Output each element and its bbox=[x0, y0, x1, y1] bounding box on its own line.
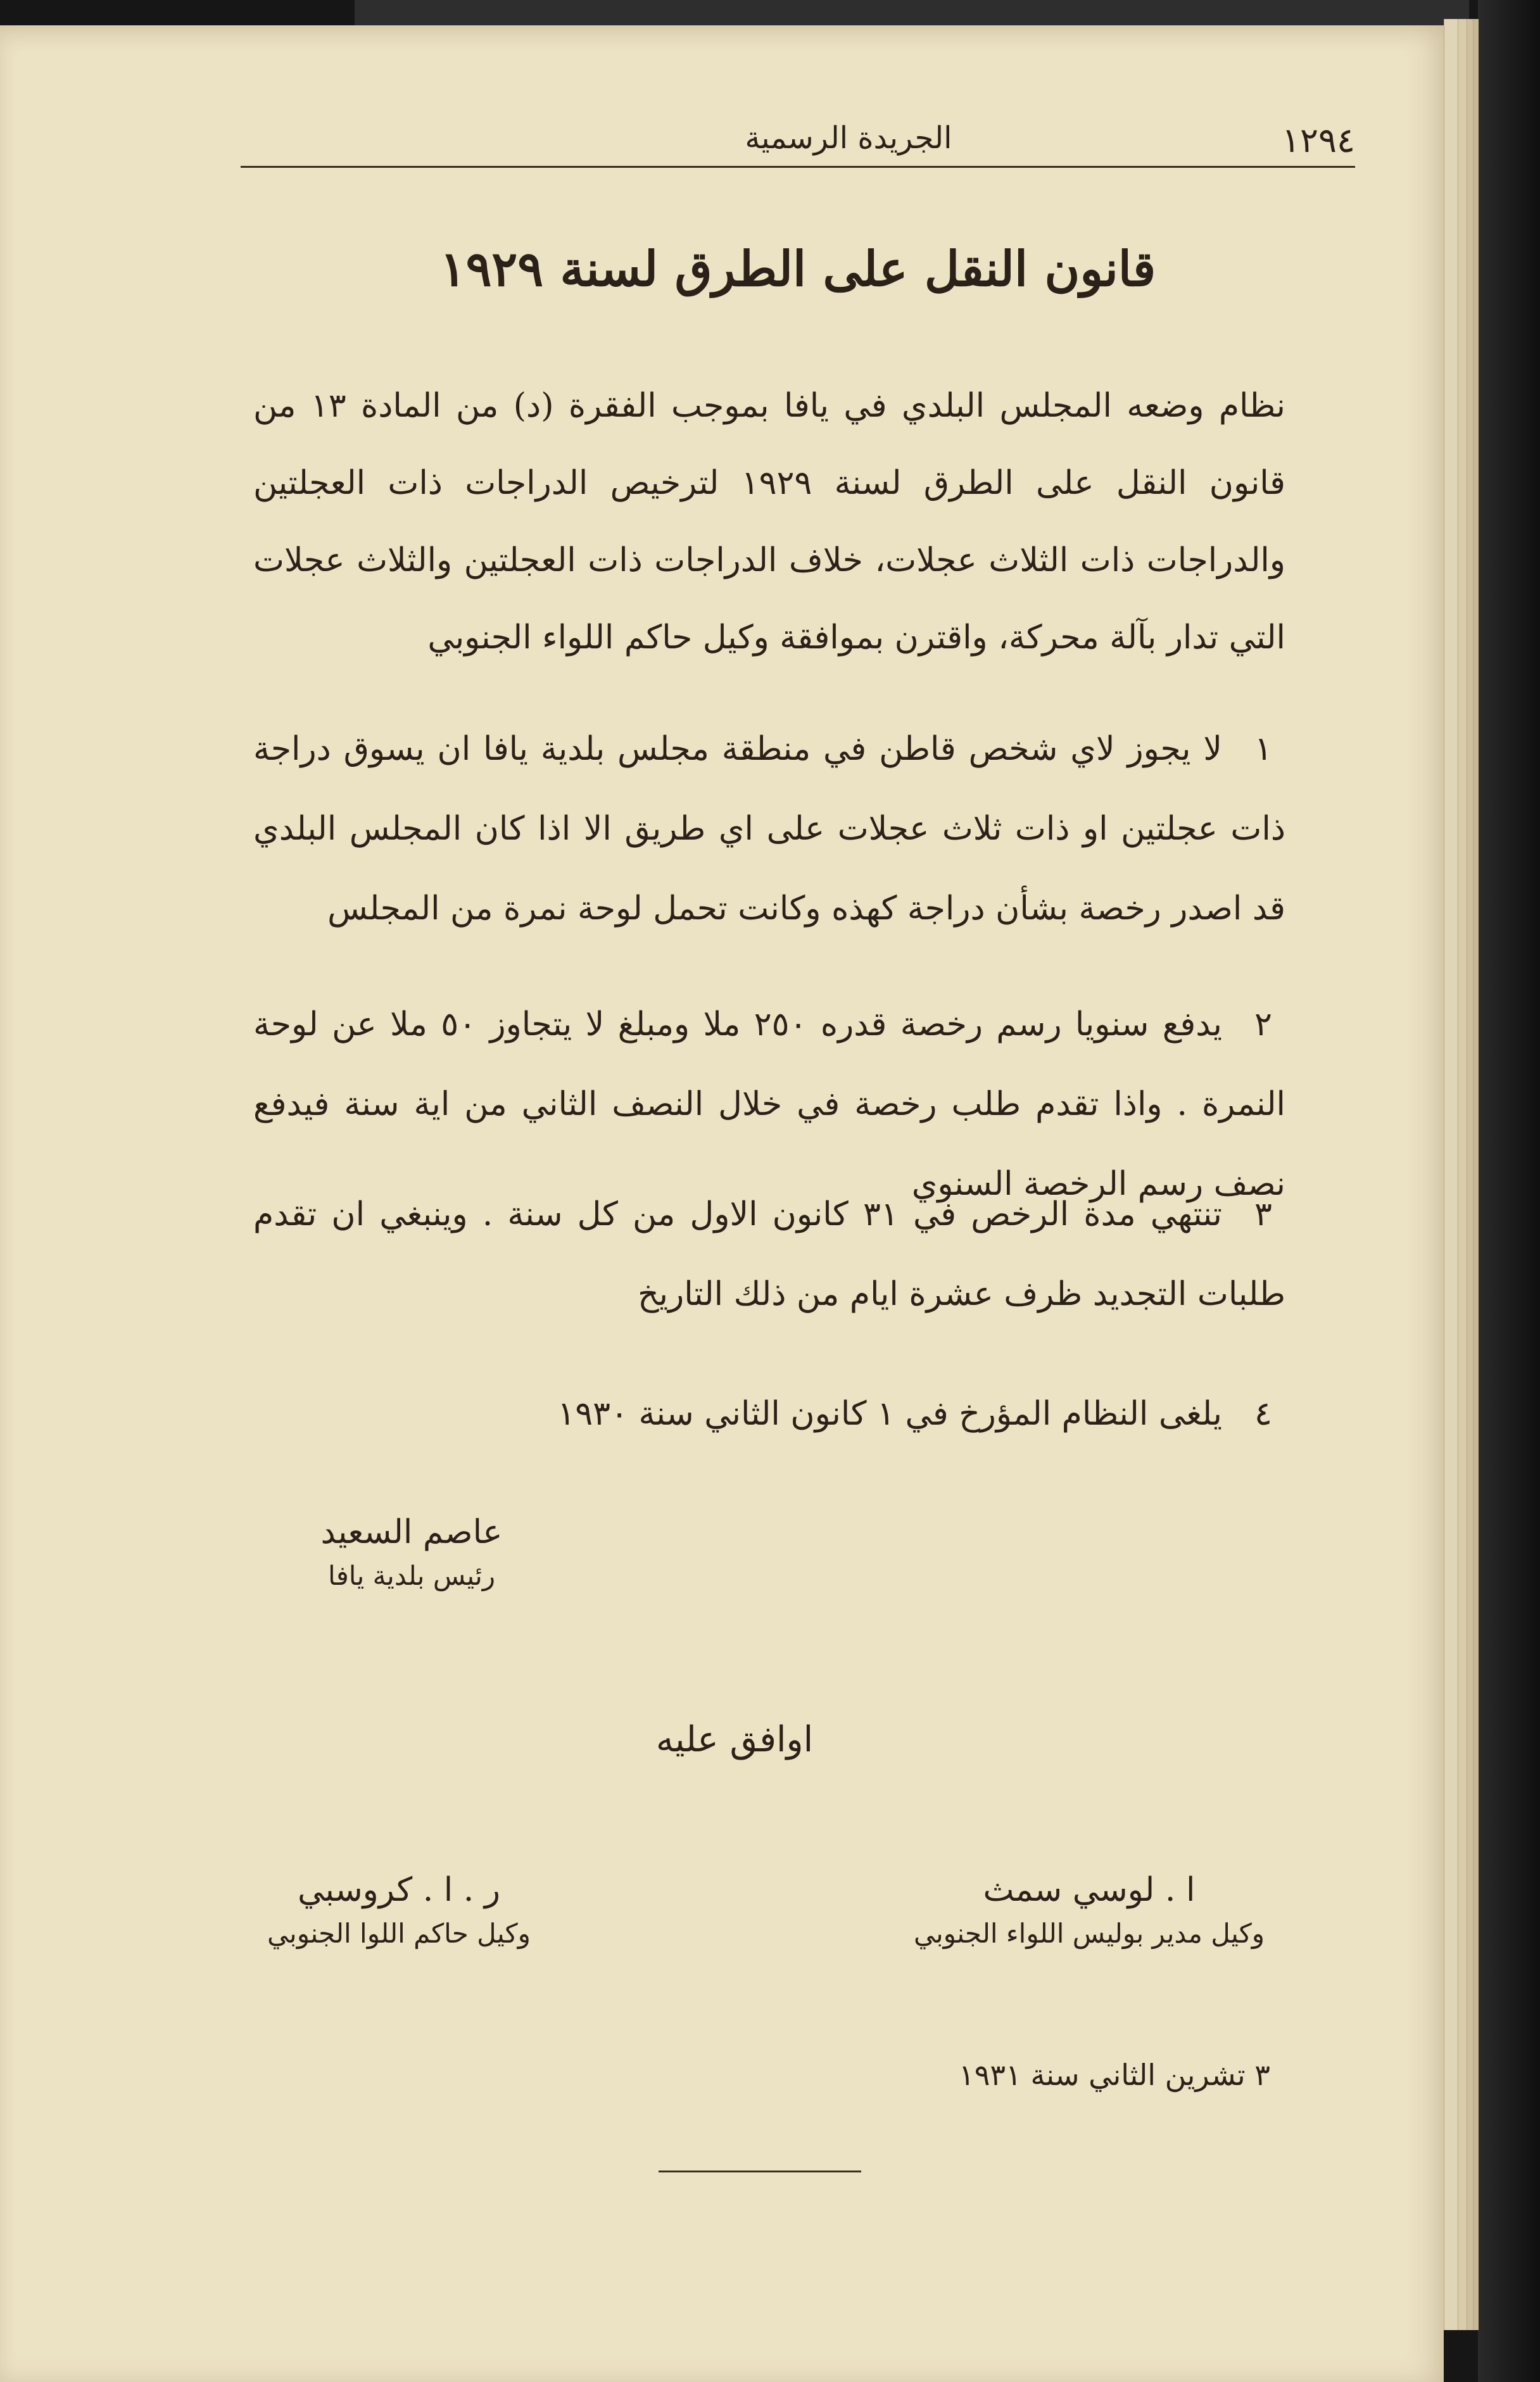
page-stack-edge bbox=[1473, 19, 1479, 2330]
clause-number: ١ bbox=[1254, 730, 1272, 768]
header-rule bbox=[241, 166, 1355, 168]
clause-4 bbox=[253, 1374, 1285, 1454]
page-number: ١٢٩٤ bbox=[1281, 120, 1355, 160]
book-cover-top bbox=[355, 0, 1469, 25]
page-stack-edge bbox=[1444, 19, 1458, 2330]
preamble-paragraph: نظام وضعه المجلس البلدي في يافا بموجب الفقرة (د) من المادة ١٣ من قانون النقل على الطرق لسنة ١٩٢٩ لترخيص الدراجات ذات العجلتين والدراجات ذات الثلاث عجلات، خلاف الدراجات ذات العجلتين والثلاث عجلات التي تدار بآلة محركة، واقترن بموافقة وكيل حاكم اللواء الجنوبي bbox=[253, 387, 1286, 657]
book-spine-shadow bbox=[1478, 0, 1540, 2382]
signer-title: وكيل حاكم اللوا الجنوبي bbox=[267, 1918, 531, 1949]
signer-title: وكيل مدير بوليس اللواء الجنوبي bbox=[913, 1918, 1265, 1949]
law-title: قانون النقل على الطرق لسنة ١٩٢٩ bbox=[439, 241, 1156, 297]
clause-number: ٢ bbox=[1254, 1005, 1272, 1043]
approval-line: اوافق عليه bbox=[655, 1719, 814, 1760]
background-surface bbox=[0, 0, 355, 25]
journal-title: الجريدة الرسمية bbox=[745, 120, 952, 156]
clause-number: ٤ bbox=[1254, 1395, 1272, 1433]
page-stack-edge bbox=[1458, 19, 1467, 2330]
clause-text: يدفع سنويا رسم رخصة قدره ٢٥٠ ملا ومبلغ لا يتجاوز ٥٠ ملا عن لوحة النمرة . واذا تقدم طلب رخصة في خلال النصف الثاني من اية سنة فيدفع نصف رسم الرخصة السنوي bbox=[253, 1005, 1285, 1203]
clause-text: لا يجوز لاي شخص قاطن في منطقة مجلس بلدية يافا ان يسوق دراجة ذات عجلتين او ذات ثلاث عجلات على اي طريق الا اذا كان المجلس البلدي قد اصدر رخصة بشأن دراجة كهذه وكانت تحمل لوحة نمرة من المجلس bbox=[253, 730, 1285, 928]
clause-text: يلغى النظام المؤرخ في ١ كانون الثاني سنة ١٩٣٠ bbox=[557, 1395, 1222, 1433]
signature-police bbox=[893, 1871, 1285, 1949]
signer-name: عاصم السعيد bbox=[320, 1513, 503, 1551]
footer-rule bbox=[659, 2171, 861, 2172]
clause-number: ٣ bbox=[1254, 1195, 1272, 1233]
signer-name: ر . ا . كروسبي bbox=[298, 1871, 500, 1909]
signer-title: رئيس بلدية يافا bbox=[327, 1560, 496, 1591]
clause-3 bbox=[253, 1175, 1285, 1334]
signature-governor bbox=[253, 1871, 545, 1949]
clause-text: تنتهي مدة الرخص في ٣١ كانون الاول من كل سنة . وينبغي ان تقدم طلبات التجديد ظرف عشرة ايام من ذلك التاريخ bbox=[253, 1195, 1285, 1313]
signer-name: ا . لوسي سمث bbox=[983, 1871, 1196, 1909]
signature-mayor bbox=[304, 1513, 519, 1591]
document-date: ٣ تشرين الثاني سنة ١٩٣١ bbox=[959, 2058, 1270, 2092]
running-header bbox=[241, 120, 1355, 171]
clause-1 bbox=[253, 709, 1285, 948]
